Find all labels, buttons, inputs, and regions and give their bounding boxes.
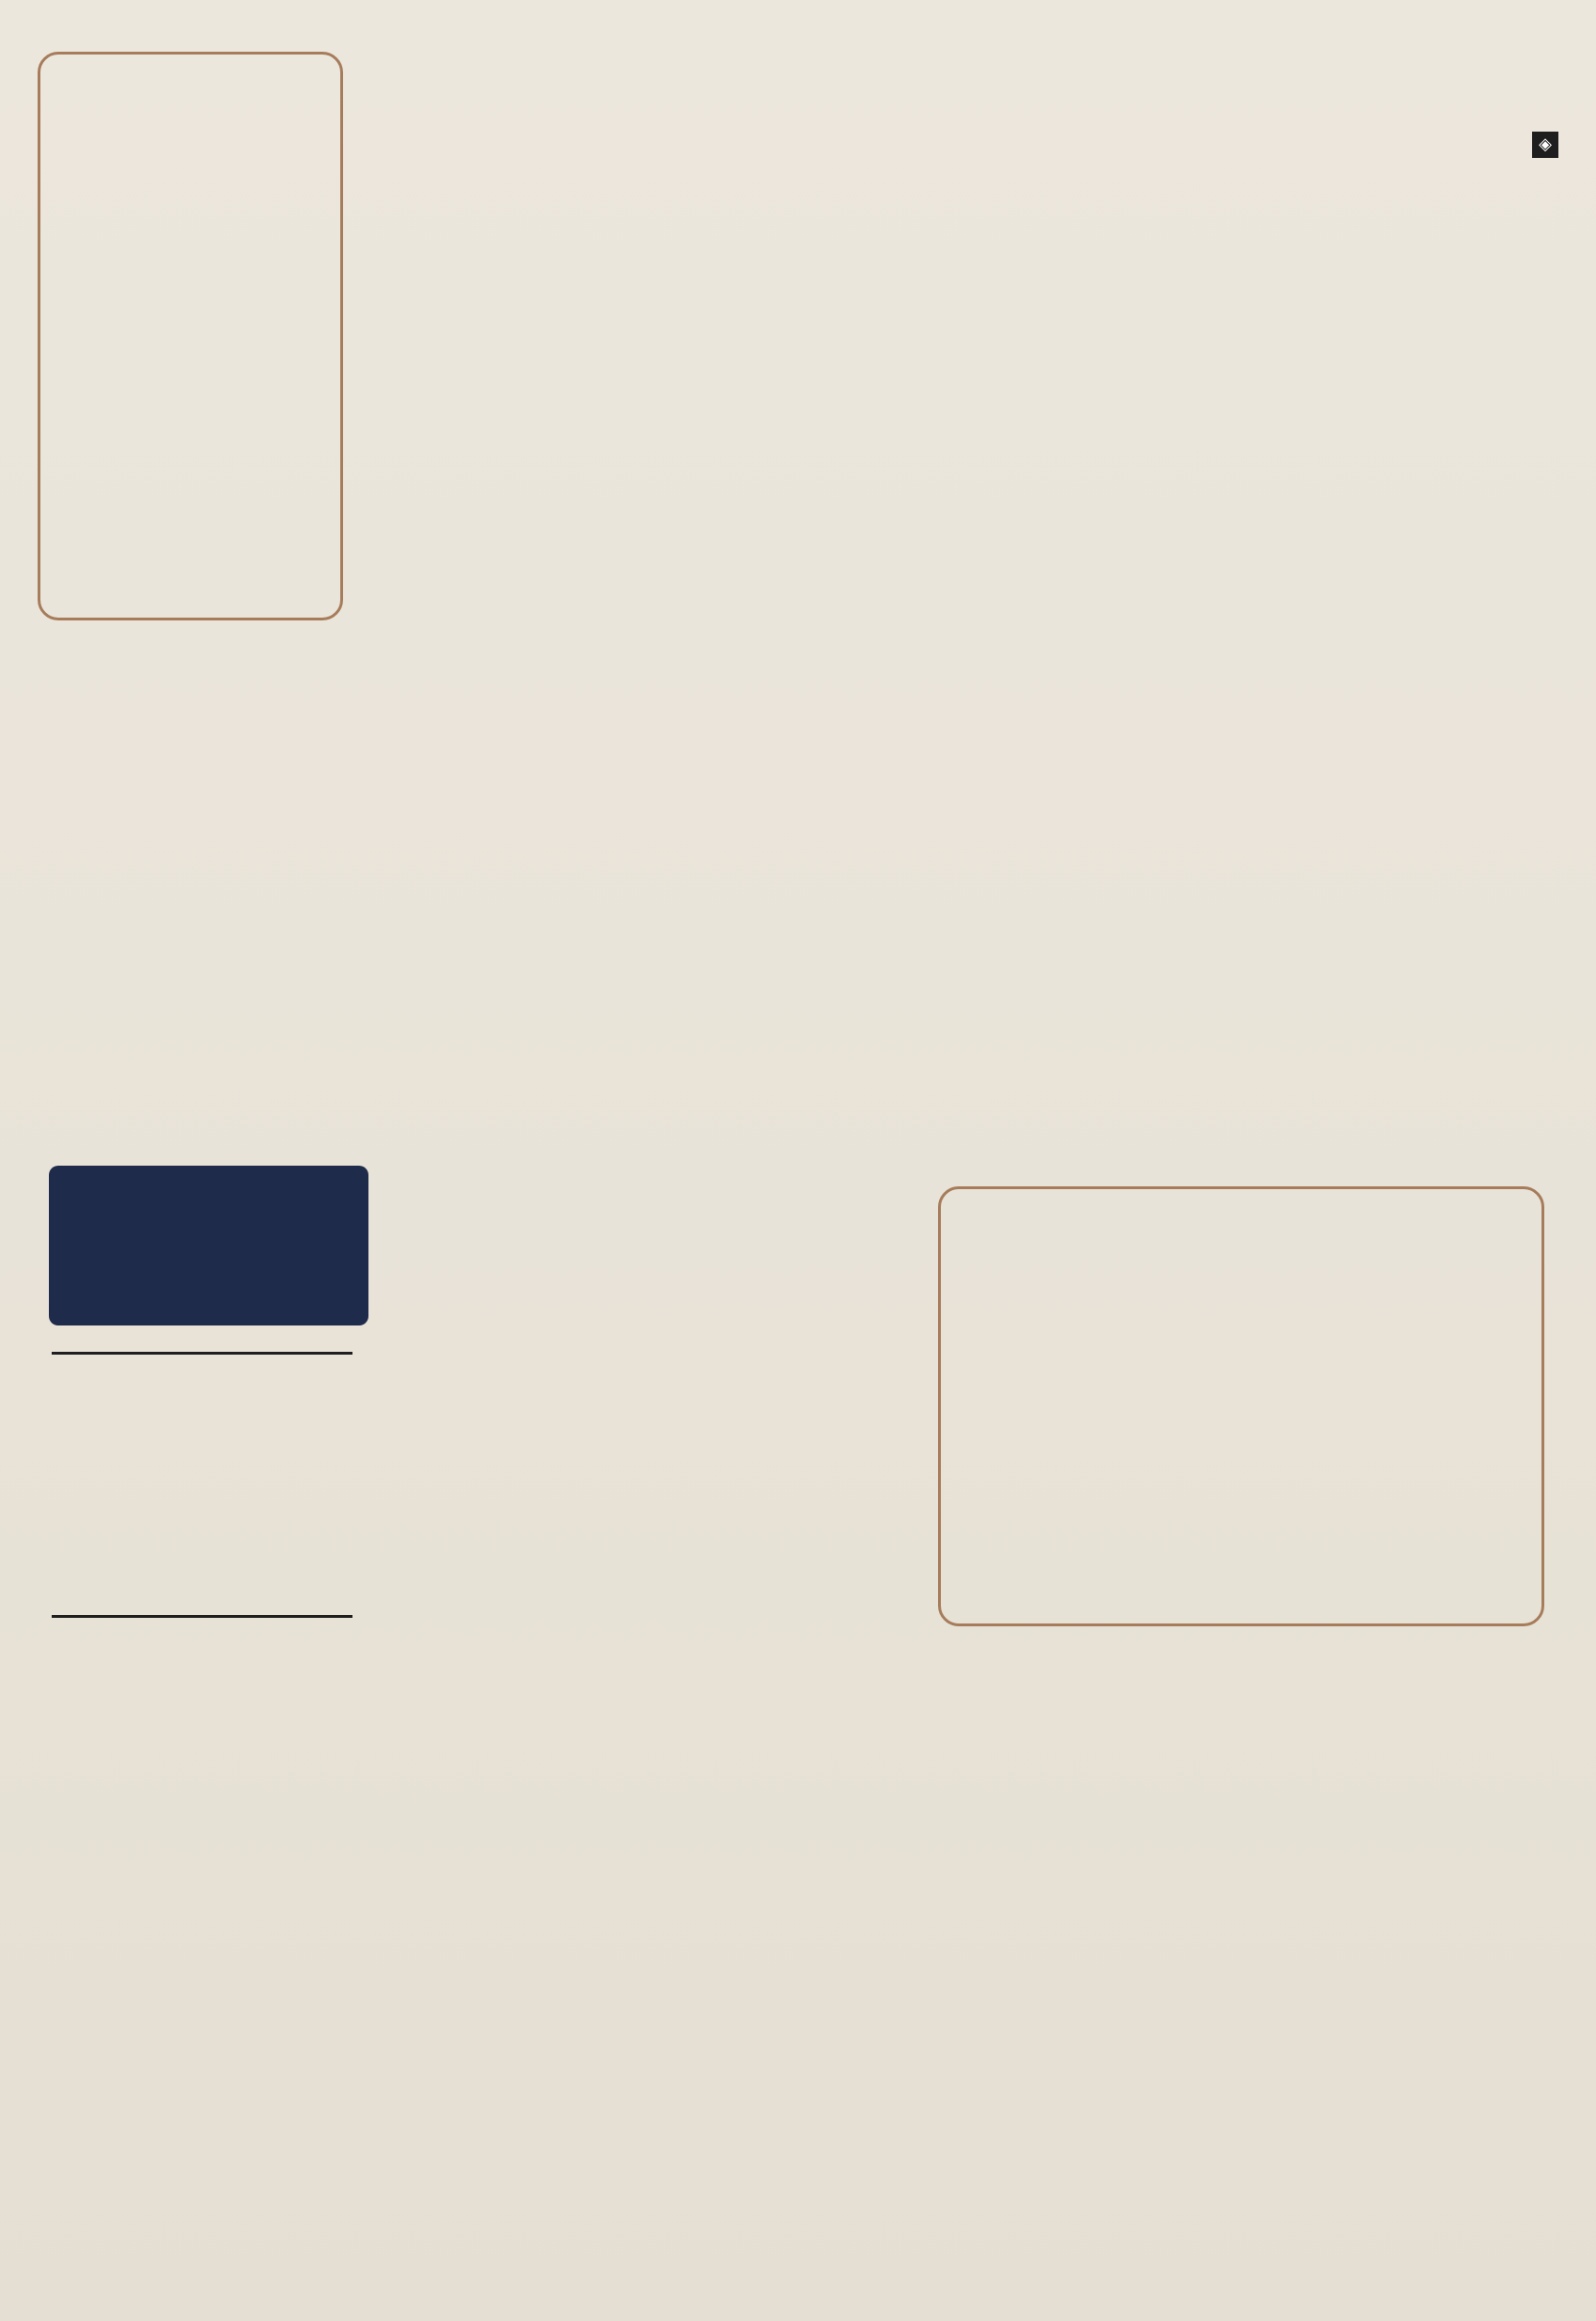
cold-series-header xyxy=(1523,132,1579,526)
bottom-shacha-frame xyxy=(938,1186,1544,1626)
shacha-frame xyxy=(38,52,343,620)
cold-series-icon: ◈ xyxy=(1532,132,1558,158)
rules-divider-bottom xyxy=(52,1615,352,1618)
brand-logo xyxy=(49,1166,368,1325)
rules-divider xyxy=(52,1352,352,1355)
